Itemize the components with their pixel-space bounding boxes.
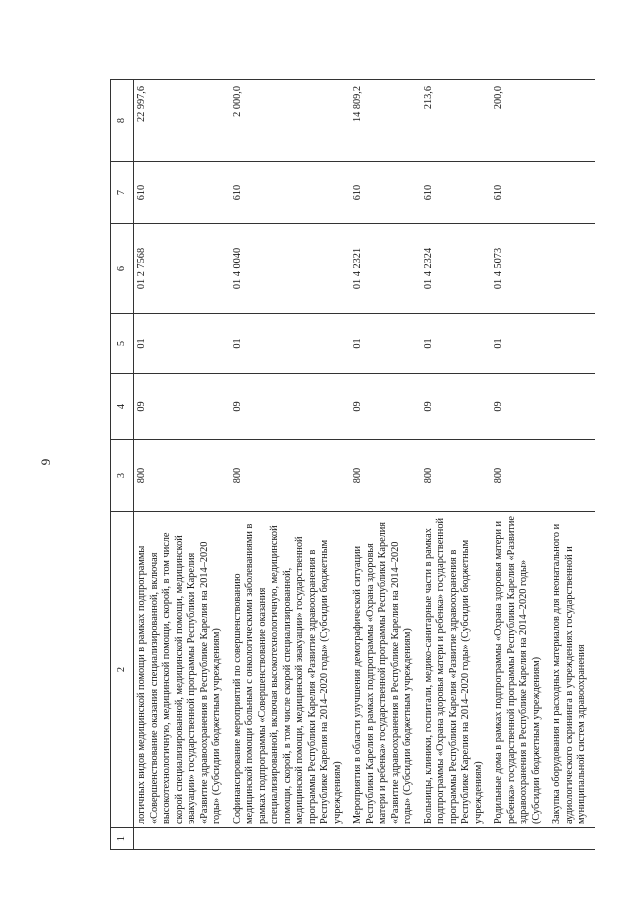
row-target-code (549, 224, 595, 314)
row-section-code: 09 (421, 374, 492, 440)
row-ministry-code (549, 440, 595, 512)
row-name: Больницы, клиники, госпитали, медико-санитарные части в рамках подпрограммы «Охрана здоровья матери и ребенка» государственной программы Республики Карелия «Развитие здравоохранения в Республике Карелия на 2014–2020 годы» (Субсидии бюджетным учреждениям) (421, 512, 492, 828)
row-ministry-code: 800 (421, 440, 492, 512)
row-index-cell (491, 828, 549, 850)
row-index-cell (421, 828, 492, 850)
row-section-code: 09 (350, 374, 421, 440)
header-col-6: 6 (111, 224, 134, 314)
row-name: Родильные дома в рамках подпрограммы «Охрана здоровья матери и ребенка» государственной программы Республики Карелия «Развитие здравоохранения в Республике Карелия на 2014–2020 годы» (Субсидии бюджетным учреждениям) (491, 512, 549, 828)
row-target-code: 01 4 5073 (491, 224, 549, 314)
header-col-3: 3 (111, 440, 134, 512)
row-name: Закупка оборудования и расходных материалов для неонатального и аудиологического скрининга в учреждениях государственной и муниципальной систем здравоохранения (549, 512, 595, 828)
header-col-1: 1 (111, 828, 134, 850)
row-section-code: 09 (134, 374, 230, 440)
row-ministry-code: 800 (491, 440, 549, 512)
row-amount: 200,0 (491, 80, 549, 162)
row-expense-type: 610 (491, 162, 549, 224)
row-index-cell (350, 828, 421, 850)
row-section-code: 09 (491, 374, 549, 440)
row-ministry-code: 800 (134, 440, 230, 512)
table-header-row (111, 80, 134, 850)
row-name: Мероприятия в области улучшения демографической ситуации Республики Карелия в рамках подпрограммы «Охрана здоровья матери и ребенка» государственной программы Республики Карелия «Развитие здравоохранения в Республике Карелия на 2014–2020 годы» (Субсидии бюджетным учреждениям) (350, 512, 421, 828)
row-expense-type (549, 162, 595, 224)
row-target-code: 01 4 2321 (350, 224, 421, 314)
row-amount: 213,6 (421, 80, 492, 162)
row-index-cell (549, 828, 595, 850)
table-row (134, 80, 230, 850)
row-section-code: 09 (230, 374, 351, 440)
row-name: Софинансирование мероприятий по совершенствованию медицинской помощи больным с онкологическими заболеваниями в рамках подпрограммы «Совершенствование оказания специализированной, включая высокотехнологичную, медицинской помощи, скорой, в том числе скорой специализированной, медицинской помощи, медицинской эвакуации» государственной программы Республики Карелия «Развитие здравоохранения в Республике Карелия на 2014–2020 годы» (Субсидии бюджетным учреждениям) (230, 512, 351, 828)
row-subsection-code: 01 (134, 314, 230, 374)
table-row (549, 80, 595, 850)
row-amount (549, 80, 595, 162)
row-section-code (549, 374, 595, 440)
row-subsection-code (549, 314, 595, 374)
page-number: 9 (38, 458, 53, 466)
row-amount: 2 000,0 (230, 80, 351, 162)
row-target-code: 01 2 7568 (134, 224, 230, 314)
row-index-cell (230, 828, 351, 850)
table-row (230, 80, 351, 850)
row-subsection-code: 01 (230, 314, 351, 374)
header-col-2: 2 (111, 512, 134, 828)
row-target-code: 01 4 2324 (421, 224, 492, 314)
row-amount: 14 809,2 (350, 80, 421, 162)
row-amount: 22 997,6 (134, 80, 230, 162)
budget-table (110, 79, 595, 850)
row-expense-type: 610 (230, 162, 351, 224)
table-row (421, 80, 492, 850)
row-expense-type: 610 (350, 162, 421, 224)
header-col-4: 4 (111, 374, 134, 440)
header-col-7: 7 (111, 162, 134, 224)
row-target-code: 01 4 0040 (230, 224, 351, 314)
row-ministry-code: 800 (230, 440, 351, 512)
row-name: логичных видов медицинской помощи в рамках подпрограммы «Совершенствование оказания специализированной, включая высокотехнологичную, медицинской помощи, скорой, в том числе скорой специализированной, медицинской помощи, медицинской эвакуации» государственной программы Республики Карелия «Развитие здравоохранения в Республике Карелия на 2014–2020 годы» (Субсидии бюджетным учреждениям) (134, 512, 230, 828)
row-index-cell (134, 828, 230, 850)
row-subsection-code: 01 (421, 314, 492, 374)
row-expense-type: 610 (134, 162, 230, 224)
header-col-5: 5 (111, 314, 134, 374)
header-col-8: 8 (111, 80, 134, 162)
row-expense-type: 610 (421, 162, 492, 224)
table-row (491, 80, 549, 850)
row-ministry-code: 800 (350, 440, 421, 512)
rotated-table-wrapper (110, 0, 640, 850)
row-subsection-code: 01 (350, 314, 421, 374)
table-row (350, 80, 421, 850)
row-subsection-code: 01 (491, 314, 549, 374)
